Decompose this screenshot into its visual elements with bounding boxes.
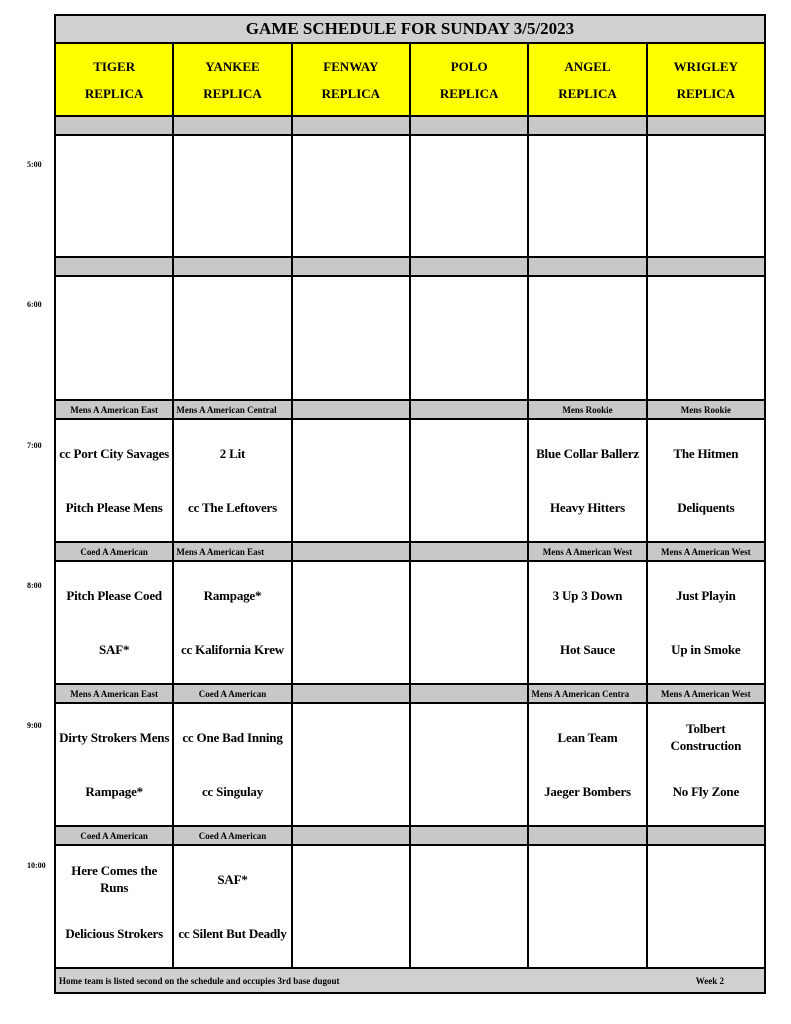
away-team: Lean Team: [557, 729, 618, 745]
home-team: cc The Leftovers: [188, 500, 277, 516]
time-label: 8:00: [27, 581, 42, 590]
division-label: Mens A American West: [648, 685, 764, 702]
field-name: TIGER: [93, 58, 136, 74]
field-label: REPLICA: [676, 85, 736, 101]
home-team: No Fly Zone: [672, 784, 740, 800]
field-name: POLO: [450, 58, 488, 74]
week-label: Week 2: [695, 975, 724, 986]
division-label: [293, 401, 409, 418]
game-cell: [648, 420, 764, 541]
division-label: Mens Rookie: [529, 401, 645, 418]
home-team: Heavy Hitters: [549, 500, 625, 516]
field-header: [411, 44, 527, 115]
division-label: [411, 401, 527, 418]
division-label: [529, 827, 645, 844]
home-team: Deliquents: [677, 500, 735, 516]
game-cell: [293, 562, 409, 683]
division-label: Coed A American: [174, 827, 290, 844]
division-label: Coed A American: [56, 827, 172, 844]
game-cell: [411, 562, 527, 683]
field-header: [648, 44, 764, 115]
game-cell: [293, 420, 409, 541]
division-label: [411, 543, 527, 560]
division-label: [56, 258, 172, 275]
home-team: cc Silent But Deadly: [178, 926, 287, 942]
division-label: [293, 685, 409, 702]
home-team: Delicious Strokers: [65, 926, 163, 942]
home-team: cc Kalifornia Krew: [180, 642, 284, 658]
away-team: Blue Collar Ballerz: [536, 445, 639, 461]
division-label: [411, 258, 527, 275]
game-cell: [529, 704, 645, 825]
division-label: [411, 685, 527, 702]
game-cell: [174, 846, 290, 967]
away-team: SAF*: [217, 871, 248, 887]
game-cell: [174, 420, 290, 541]
schedule-grid: [54, 14, 766, 994]
field-header: [56, 44, 172, 115]
division-label: [529, 258, 645, 275]
division-label: [293, 543, 409, 560]
division-label: Mens A American East: [56, 401, 172, 418]
division-label: [648, 827, 764, 844]
time-label: 9:00: [27, 721, 42, 730]
home-team: SAF*: [99, 642, 130, 658]
game-cell: [293, 136, 409, 256]
division-label: Mens A American Centra: [529, 685, 645, 702]
game-cell: [411, 277, 527, 399]
game-cell: [56, 277, 172, 399]
game-cell: [56, 846, 172, 967]
division-label: [174, 258, 290, 275]
division-label: Mens A American West: [529, 543, 645, 560]
home-team: Rampage*: [85, 784, 143, 800]
division-label: [174, 117, 290, 134]
game-cell: [529, 277, 645, 399]
division-label: Coed A American: [174, 685, 290, 702]
division-label: [529, 117, 645, 134]
game-cell: [293, 277, 409, 399]
footer-note: Home team is listed second on the schedule and occupies 3rd base dugout: [59, 975, 340, 986]
game-cell: [56, 420, 172, 541]
field-label: REPLICA: [439, 85, 499, 101]
away-team: Tolbert Construction: [670, 721, 742, 754]
division-label: Mens A American Central: [174, 401, 290, 418]
home-team: Up in Smoke: [671, 642, 741, 658]
game-cell: [56, 136, 172, 256]
away-team: 3 Up 3 Down: [552, 587, 623, 603]
away-team: cc One Bad Inning: [182, 729, 283, 745]
away-team: Just Playin: [676, 587, 736, 603]
field-name: FENWAY: [323, 58, 379, 74]
division-label: Mens A American East: [56, 685, 172, 702]
time-label: 5:00: [27, 160, 42, 169]
field-header: [174, 44, 290, 115]
field-name: YANKEE: [205, 58, 260, 74]
away-team: Pitch Please Coed: [66, 587, 162, 603]
field-label: REPLICA: [321, 85, 381, 101]
division-label: Coed A American: [56, 543, 172, 560]
division-label: [293, 117, 409, 134]
away-team: The Hitmen: [673, 445, 739, 461]
division-label: [411, 117, 527, 134]
game-cell: [293, 704, 409, 825]
game-cell: [648, 277, 764, 399]
away-team: cc Port City Savages: [59, 445, 170, 461]
game-cell: [648, 136, 764, 256]
away-team: Here Comes the Runs: [71, 863, 158, 896]
division-label: Mens Rookie: [648, 401, 764, 418]
home-team: Pitch Please Mens: [65, 500, 163, 516]
division-label: Mens A American West: [648, 543, 764, 560]
away-team: 2 Lit: [219, 445, 246, 461]
schedule-title: GAME SCHEDULE FOR SUNDAY 3/5/2023: [56, 16, 764, 42]
game-cell: [174, 704, 290, 825]
field-header: [293, 44, 409, 115]
time-label: 10:00: [27, 861, 46, 870]
division-label: Mens A American East: [174, 543, 290, 560]
home-team: cc Singulay: [201, 784, 263, 800]
game-cell: [648, 846, 764, 967]
game-cell: [411, 136, 527, 256]
game-cell: [56, 562, 172, 683]
field-name: ANGEL: [564, 58, 611, 74]
game-cell: [293, 846, 409, 967]
division-label: [293, 827, 409, 844]
game-cell: [174, 277, 290, 399]
game-cell: [648, 562, 764, 683]
footer-bar: [56, 969, 764, 992]
division-label: [411, 827, 527, 844]
away-team: Dirty Strokers Mens: [59, 729, 170, 745]
game-cell: [648, 704, 764, 825]
away-team: Rampage*: [203, 587, 262, 603]
home-team: Hot Sauce: [560, 642, 615, 658]
game-cell: [174, 562, 290, 683]
home-team: Jaeger Bombers: [544, 784, 631, 800]
time-label: 6:00: [27, 300, 42, 309]
time-label: 7:00: [27, 441, 42, 450]
game-cell: [174, 136, 290, 256]
field-label: REPLICA: [84, 85, 144, 101]
division-label: [648, 117, 764, 134]
division-label: [648, 258, 764, 275]
game-cell: [529, 420, 645, 541]
field-header: [529, 44, 645, 115]
field-label: REPLICA: [558, 85, 617, 101]
field-name: WRIGLEY: [673, 58, 738, 74]
game-cell: [56, 704, 172, 825]
game-cell: [529, 846, 645, 967]
game-cell: [529, 136, 645, 256]
game-cell: [411, 420, 527, 541]
game-cell: [529, 562, 645, 683]
division-label: [56, 117, 172, 134]
game-cell: [411, 846, 527, 967]
game-cell: [411, 704, 527, 825]
field-label: REPLICA: [203, 85, 262, 101]
division-label: [293, 258, 409, 275]
